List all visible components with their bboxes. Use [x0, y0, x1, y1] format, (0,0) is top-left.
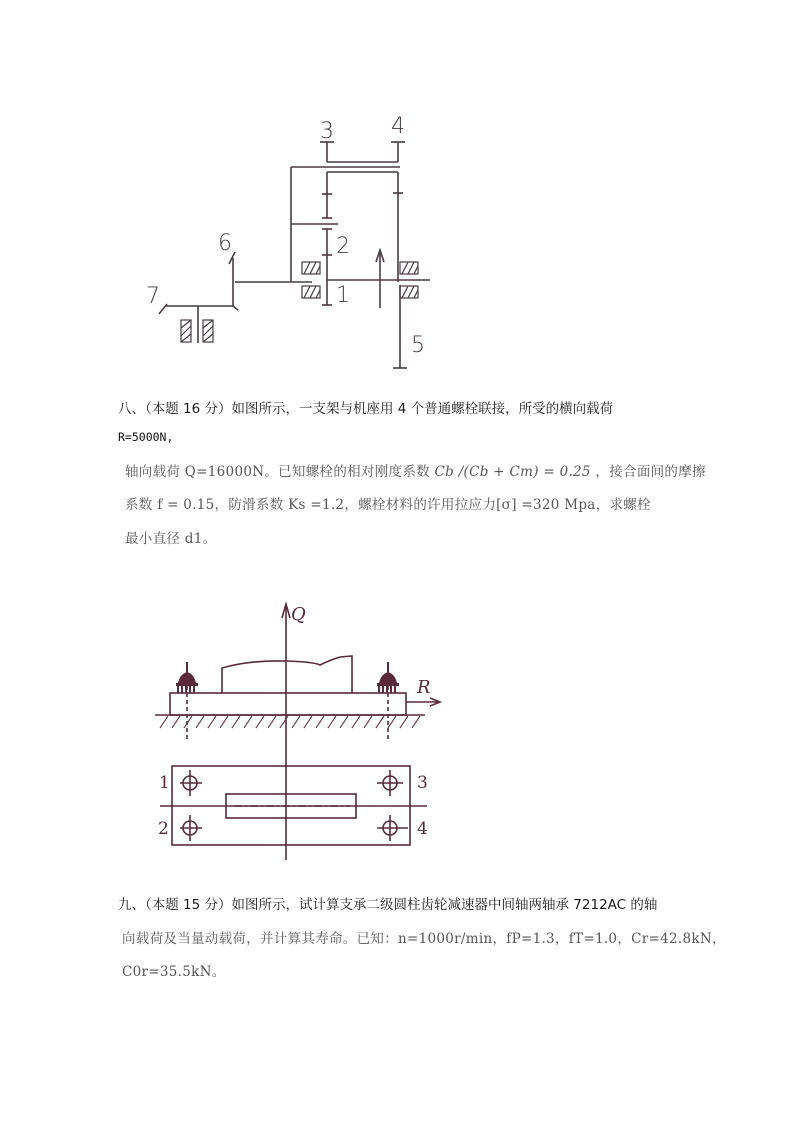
question-9-line-2: 向载荷及当量动载荷，并计算其寿命。已知：n=1000r/min，fP=1.3，fT=1.0，Cr=42.8kN，: [122, 931, 726, 947]
question-9-line-1: [118, 893, 657, 913]
stiffness-formula: Cb /(Cb + Cm) = 0.25: [434, 464, 591, 480]
question-9-line-3: C0r=35.5kN。: [122, 964, 226, 980]
bolt-label-4: 4: [417, 819, 428, 839]
question-8-line-4: 系数 f = 0.15，防滑系数 Ks =1.2，螺栓材料的许用拉应力[σ] =320 Mpa，求螺栓: [125, 497, 651, 513]
gear-label-5: 5: [411, 333, 425, 358]
question-8-line-2: R=5000N,: [118, 430, 174, 444]
question-9-line-1-text: 九、（本题 15 分）如图所示，试计算支承二级圆柱齿轮减速器中间轴两轴承 7212AC 的轴: [118, 897, 658, 913]
bolt-label-3: 3: [417, 773, 428, 793]
question-8-line-3: [125, 460, 706, 480]
question-8-line-3-prefix: 轴向载荷 Q=16000N。已知螺栓的相对刚度系数: [125, 464, 430, 480]
question-8-line-3-suffix: ，接合面间的摩擦: [595, 464, 706, 480]
gear-label-3: 3: [320, 119, 334, 144]
gear-train-diagram: [130, 110, 440, 380]
bolt-label-1: 1: [159, 773, 170, 793]
gear-label-7: 7: [146, 284, 160, 309]
bracket-bolt-diagram: [140, 590, 450, 865]
axial-load-label: Q: [291, 604, 306, 625]
question-8-line-1: 八、（本题 16 分）如图所示，一支架与机座用 4 个普通螺栓联接，所受的横向载荷: [118, 401, 614, 417]
gear-label-4: 4: [391, 114, 405, 139]
transverse-load-label: R: [417, 677, 431, 698]
gear-label-1: 1: [336, 283, 350, 308]
gear-label-6: 6: [218, 231, 232, 256]
gear-label-2: 2: [336, 234, 350, 259]
question-8-line-5: 最小直径 d1。: [125, 531, 217, 547]
bolt-label-2: 2: [158, 819, 169, 839]
